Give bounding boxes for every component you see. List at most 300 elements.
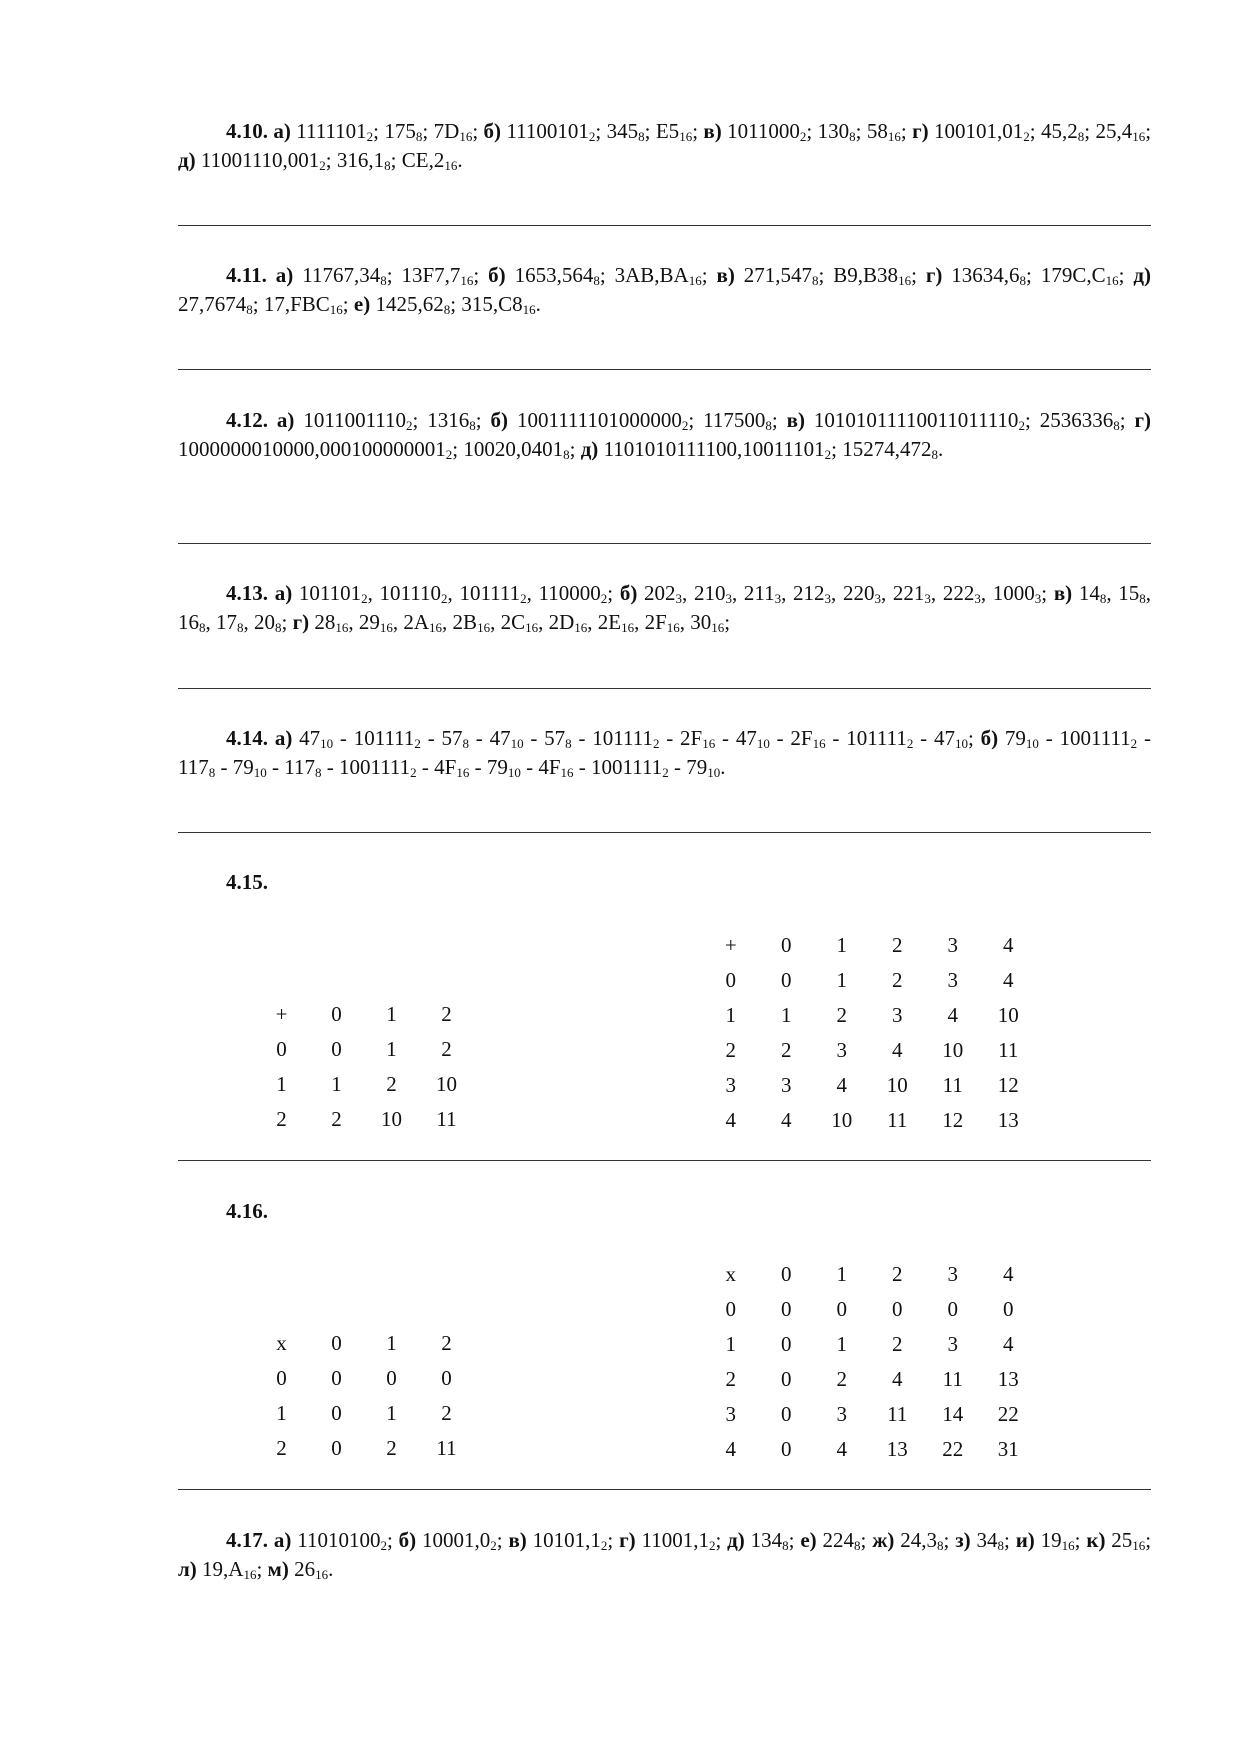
table-cell: 1 — [386, 1037, 397, 1061]
answer-text: 4.14. а) $47_{10} - 101111_2 - 57_8 - 47_{10} - 57_8 - 101111_2 - 2F_{16} - 47_{10} - 2F_{16} - 101111_2 - 47_{10}$; б) $79_{10} - 1001111_2 - 117_8 - 79_{10} - 117_8 - 1001111_2 - 4F_{16} - 79_{10} - 4F_{16} - 1001111_2 - 79_{10}$. — [178, 726, 1151, 780]
number-value: $19,A_{16}$ — [202, 1557, 257, 1582]
table-cell: 1 — [725, 1332, 736, 1356]
table-cell: 2 — [836, 1367, 847, 1391]
number-value: $11100101_2$ — [506, 119, 596, 144]
table-cell: 10 — [831, 1108, 853, 1132]
base-subscript: 8 — [782, 1538, 789, 1553]
table-cell: 0 — [781, 1332, 792, 1356]
part-label: б) — [619, 581, 638, 605]
base-subscript: 3 — [924, 591, 931, 606]
table-cell: 11 — [887, 1108, 908, 1132]
table-cell: 0 — [947, 1297, 958, 1321]
table-cell: 1 — [386, 1401, 397, 1425]
number-value: $101111_2$ — [592, 726, 660, 751]
base-subscript: 16 — [887, 129, 901, 144]
number-value: $79_{10}$ — [486, 755, 521, 780]
heading-4-15: 4.15. — [226, 870, 268, 894]
number-value: $202_3$ — [644, 581, 682, 606]
table-cell: 2 — [892, 933, 903, 957]
base-subscript: 2 — [600, 1538, 608, 1553]
number-value: $1111101_2$ — [296, 119, 374, 144]
table-cell: 2 — [836, 1003, 847, 1027]
table-cell: 0 — [276, 1037, 287, 1061]
base-subscript: 16 — [522, 302, 536, 317]
base-subscript: 3 — [824, 591, 832, 606]
part-label: в) — [716, 263, 735, 287]
table-row — [254, 1102, 474, 1137]
table-cell: 0 — [1003, 1297, 1014, 1321]
base-subscript: 3 — [675, 591, 682, 606]
number-value: $1011001110_2$ — [303, 408, 413, 433]
number-value: $47_{10}$ — [735, 726, 770, 751]
number-value: $19_{16}$ — [1040, 1528, 1075, 1553]
table-cell: 14 — [942, 1402, 964, 1426]
base-subscript: 2 — [708, 1538, 716, 1553]
table-cell: 4 — [1003, 968, 1014, 992]
base-subscript: 10 — [320, 736, 334, 751]
table-cell: 2 — [276, 1107, 287, 1131]
number-value: $13634,6_8$ — [951, 263, 1027, 288]
base-subscript: 2 — [445, 447, 453, 462]
base-subscript: 16 — [335, 620, 349, 635]
number-value: $101110_2$ — [379, 581, 448, 606]
divider — [178, 688, 1151, 689]
number-value: $315,C8_{16}$ — [461, 292, 536, 317]
base-subscript: 10 — [253, 765, 267, 780]
table-cell: 13 — [997, 1367, 1019, 1391]
table-cell: 0 — [331, 1002, 342, 1026]
table-cell: 22 — [997, 1402, 1019, 1426]
table-cell: + — [724, 933, 737, 957]
number-value: $27,7674_8$ — [178, 292, 253, 317]
number-value: $25,4_{16}$ — [1095, 119, 1146, 144]
base-subscript: 8 — [849, 129, 856, 144]
number-value: $20_8$ — [254, 610, 282, 635]
table-row — [254, 997, 474, 1032]
number-value: $271,547_8$ — [743, 263, 819, 288]
table-cell: 0 — [725, 968, 736, 992]
part-label: а) — [274, 581, 293, 605]
base-subscript: 16 — [1132, 129, 1146, 144]
base-subscript: 10 — [756, 736, 770, 751]
table-cell: 0 — [331, 1331, 342, 1355]
base-subscript: 8 — [812, 273, 819, 288]
table-cell: 0 — [441, 1366, 452, 1390]
number-value: $B9,B38_{16}$ — [833, 263, 912, 288]
answer-number: 4.14. — [226, 726, 268, 750]
base-subscript: 8 — [380, 273, 387, 288]
part-label: г) — [1134, 408, 1151, 432]
table-cell: 11 — [942, 1073, 963, 1097]
table-cell: 4 — [725, 1437, 736, 1461]
number-value: $1425,62_8$ — [375, 292, 451, 317]
part-label: а) — [275, 263, 294, 287]
table-cell: 2 — [892, 1262, 903, 1286]
base-subscript: 2 — [600, 591, 608, 606]
number-value: $24,3_8$ — [900, 1528, 944, 1553]
base-subscript: 2 — [662, 765, 669, 780]
base-subscript: 2 — [414, 736, 421, 751]
base-subscript: 8 — [997, 1538, 1005, 1553]
number-value: $58_{16}$ — [866, 119, 901, 144]
base-subscript: 16 — [1132, 1538, 1146, 1553]
base-subscript: 8 — [931, 447, 938, 462]
table-cell: 0 — [781, 1367, 792, 1391]
number-value: $16_8$ — [178, 610, 206, 635]
divider — [178, 1489, 1151, 1490]
table-cell: 11 — [887, 1402, 908, 1426]
table-cell: + — [275, 1002, 288, 1026]
table-cell: 13 — [997, 1108, 1019, 1132]
table-cell: 0 — [781, 1262, 792, 1286]
number-value: $210_3$ — [693, 581, 732, 606]
divider — [178, 369, 1151, 370]
table-cell: 3 — [836, 1038, 847, 1062]
table-row — [254, 1431, 474, 1466]
base-subscript: 2 — [1130, 736, 1138, 751]
table-cell: 10 — [942, 1038, 964, 1062]
number-value: $45,2_8$ — [1041, 119, 1085, 144]
part-label: и) — [1015, 1528, 1035, 1552]
table-cell: 0 — [276, 1366, 287, 1390]
answer-4-14 — [178, 724, 1151, 782]
base-subscript: 2 — [1018, 418, 1025, 433]
base-subscript: 8 — [443, 302, 451, 317]
table-cell: 2 — [386, 1436, 397, 1460]
base-subscript: 2 — [380, 1538, 387, 1553]
base-subscript: 8 — [563, 447, 570, 462]
number-value: $100101,01_2$ — [934, 119, 1030, 144]
base-subscript: 3 — [1034, 591, 1042, 606]
base-subscript: 8 — [1113, 418, 1120, 433]
number-value: $224_8$ — [822, 1528, 861, 1553]
base-subscript: 8 — [384, 158, 391, 173]
part-label: г) — [925, 263, 943, 287]
part-label: е) — [353, 292, 371, 316]
divider — [178, 1160, 1151, 1161]
table-cell: 10 — [886, 1073, 908, 1097]
number-value: $29_{16}$ — [358, 610, 393, 635]
number-value: $25_{16}$ — [1111, 1528, 1146, 1553]
table-cell: 11 — [998, 1038, 1019, 1062]
answer-number: 4.12. — [226, 408, 268, 432]
base-subscript: 16 — [898, 273, 912, 288]
table-cell: 0 — [892, 1297, 903, 1321]
part-label: б) — [488, 263, 506, 287]
base-subscript: 8 — [469, 418, 476, 433]
table-cell: 2 — [781, 1038, 792, 1062]
table-cell: 2 — [441, 1037, 452, 1061]
table-cell: 1 — [331, 1072, 342, 1096]
table-row — [703, 1292, 1036, 1327]
table-cell: 22 — [942, 1437, 964, 1461]
base-subscript: 16 — [456, 765, 470, 780]
base-subscript: 16 — [621, 620, 635, 635]
table-cell: x — [725, 1262, 736, 1286]
table-cell: 4 — [836, 1437, 847, 1461]
number-value: $11010100_2$ — [297, 1528, 387, 1553]
table-row — [703, 1397, 1036, 1432]
base-subscript: 8 — [565, 736, 572, 751]
table-cell: 4 — [892, 1038, 903, 1062]
base-subscript: 2 — [520, 591, 527, 606]
part-label: е) — [800, 1528, 817, 1552]
part-label: м) — [267, 1557, 289, 1581]
number-value: $1000_3$ — [992, 581, 1042, 606]
part-label: а) — [273, 119, 291, 143]
table-cell: 3 — [892, 1003, 903, 1027]
table-cell: 1 — [386, 1002, 397, 1026]
number-value: $3AB,BA_{16}$ — [614, 263, 702, 288]
number-value: $130_8$ — [817, 119, 856, 144]
table-cell: 3 — [947, 1262, 958, 1286]
number-value: $57_8$ — [441, 726, 469, 751]
number-value: $13F7,7_{16}$ — [401, 263, 474, 288]
base-subscript: 16 — [315, 1567, 329, 1582]
part-label: л) — [178, 1557, 197, 1581]
number-value: $4F_{16}$ — [538, 755, 574, 780]
number-value: $57_8$ — [544, 726, 572, 751]
number-value: $1653,564_8$ — [514, 263, 600, 288]
base-subscript: 3 — [725, 591, 732, 606]
base-subscript: 16 — [666, 620, 680, 635]
table-row — [254, 1396, 474, 1431]
table-cell: 1 — [836, 1332, 847, 1356]
base-subscript: 16 — [379, 620, 393, 635]
base-subscript: 8 — [237, 620, 244, 635]
number-value: $1316_8$ — [427, 408, 476, 433]
answer-text: 4.10. а) $1111101_2$; $175_8$; $7D_{16}$; б) $11100101_2$; $345_8$; $E5_{16}$; в) $1011000_2$; $130_8$; $58_{16}$; г) $100101,01_2$; $45,2_8$; $25,4_{16}$; д) $11001110,001_2$; $316,1_8$; $CE,2_{16}$. — [178, 119, 1152, 173]
number-value: $2F_{16}$ — [790, 726, 826, 751]
table-cell: 2 — [331, 1107, 342, 1131]
table-cell: 4 — [836, 1073, 847, 1097]
number-value: $34_8$ — [976, 1528, 1005, 1553]
answer-number: 4.10. — [226, 119, 268, 143]
base-subscript: 10 — [1025, 736, 1039, 751]
table-cell: 4 — [1003, 1262, 1014, 1286]
base-subscript: 2 — [319, 158, 326, 173]
base-subscript: 16 — [1105, 273, 1119, 288]
heading-4-16: 4.16. — [226, 1199, 268, 1223]
base-subscript: 2 — [652, 736, 660, 751]
answer-text: 4.17. а) $11010100_2$; б) $10001,0_2$; в) $10101,1_2$; г) $11001,1_2$; д) $134_8$; е) $224_8$; ж) $24,3_8$; з) $34_8$; и) $19_{16}$; к) $25_{16}$; л) $19,A_{16}$; м) $26_{16}$. — [178, 1528, 1152, 1582]
base-subscript: 16 — [444, 158, 458, 173]
table-cell: 4 — [781, 1108, 792, 1132]
base-subscript: 16 — [243, 1567, 257, 1582]
number-value: $221_3$ — [892, 581, 931, 606]
table-row — [703, 1362, 1036, 1397]
part-label: а) — [273, 1528, 292, 1552]
number-value: $15274,472_8$ — [842, 437, 938, 462]
table-row — [703, 928, 1036, 963]
base-subscript: 16 — [679, 129, 693, 144]
base-subscript: 8 — [593, 273, 600, 288]
table-cell: 13 — [886, 1437, 908, 1461]
number-value: $11767,34_8$ — [302, 263, 387, 288]
number-value: $47_{10}$ — [299, 726, 334, 751]
base-subscript: 10 — [507, 765, 521, 780]
part-label: б) — [490, 408, 509, 432]
divider — [178, 832, 1151, 833]
base-subscript: 8 — [415, 129, 423, 144]
answer-text: 4.11. а) $11767,34_8$; $13F7,7_{16}$; б) $1653,564_8$; $3AB,BA_{16}$; в) $271,547_8$; $B9,B38_{16}$; г) $13634,6_8$; $179C,C_{16}$; д) $27,7674_8$; $17,FBC_{16}$; е) $1425,62_8$; $315,C8_{16}$. — [178, 263, 1151, 317]
table-cell: 11 — [942, 1367, 963, 1391]
table-cell: x — [276, 1331, 287, 1355]
base-subscript: 16 — [560, 765, 574, 780]
table-cell: 0 — [331, 1401, 342, 1425]
answer-4-17 — [178, 1526, 1151, 1584]
answer-4-11 — [178, 261, 1151, 319]
base-subscript: 2 — [410, 765, 417, 780]
table-cell: 1 — [386, 1331, 397, 1355]
part-label: б) — [483, 119, 502, 143]
answer-number: 4.13. — [226, 581, 268, 605]
base-subscript: 16 — [711, 620, 725, 635]
number-value: $1101010111100,10011101_2$ — [603, 437, 832, 462]
table-cell: 10 — [997, 1003, 1019, 1027]
table-cell: 1 — [725, 1003, 736, 1027]
number-value: $2D_{16}$ — [548, 610, 588, 635]
number-value: $15_8$ — [1118, 581, 1146, 606]
table-cell: 0 — [386, 1366, 397, 1390]
base-subscript: 16 — [477, 620, 491, 635]
number-value: $CE,2_{16}$ — [401, 148, 458, 173]
table-cell: 1 — [836, 933, 847, 957]
number-value: $1001111_2$ — [591, 755, 669, 780]
base-subscript: 16 — [525, 620, 539, 635]
addition-table-base3 — [254, 997, 474, 1137]
base-subscript: 2 — [406, 418, 413, 433]
base-subscript: 16 — [688, 273, 702, 288]
number-value: $117500_8$ — [703, 408, 772, 433]
table-cell: 4 — [1003, 933, 1014, 957]
base-subscript: 8 — [1099, 591, 1107, 606]
base-subscript: 16 — [574, 620, 588, 635]
table-cell: 2 — [276, 1436, 287, 1460]
base-subscript: 3 — [874, 591, 881, 606]
table-cell: 2 — [725, 1367, 736, 1391]
table-cell: 2 — [441, 1401, 452, 1425]
table-cell: 4 — [947, 1003, 958, 1027]
number-value: $79_{10}$ — [232, 755, 267, 780]
part-label: г) — [912, 119, 929, 143]
part-label: д) — [178, 148, 196, 172]
table-cell: 11 — [436, 1436, 457, 1460]
table-row — [703, 1257, 1036, 1292]
number-value: $2536336_8$ — [1039, 408, 1120, 433]
answer-text: 4.13. а) $101101_2$, $101110_2$, $101111_2$, $110000_2$; б) $202_3$, $210_3$, $211_3$, $212_3$, $220_3$, $221_3$, $222_3$, $1000_3$; в) $14_8$, $15_8$, $16_8$, $17_8$, $20_8$; г) $28_{16}$, $29_{16}$, $2A_{16}$, $2B_{16}$, $2C_{16}$, $2D_{16}$, $2E_{16}$, $2F_{16}$, $30_{16}$; — [178, 581, 1152, 635]
base-subscript: 2 — [490, 1538, 497, 1553]
number-value: $17_8$ — [216, 610, 244, 635]
part-label: г) — [619, 1528, 636, 1552]
table-cell: 2 — [441, 1331, 452, 1355]
answer-4-10 — [178, 117, 1151, 175]
table-cell: 3 — [781, 1073, 792, 1097]
table-cell: 0 — [331, 1366, 342, 1390]
table-cell: 3 — [947, 933, 958, 957]
base-subscript: 8 — [208, 765, 216, 780]
table-cell: 2 — [441, 1002, 452, 1026]
base-subscript: 8 — [765, 418, 772, 433]
base-subscript: 10 — [954, 736, 968, 751]
number-value: $10101,1_2$ — [532, 1528, 608, 1553]
number-value: $101111_2$ — [459, 581, 527, 606]
base-subscript: 2 — [824, 447, 832, 462]
table-cell: 12 — [997, 1073, 1019, 1097]
number-value: $1001111_2$ — [338, 755, 417, 780]
table-cell: 12 — [942, 1108, 964, 1132]
number-value: $30_{16}$ — [690, 610, 725, 635]
base-subscript: 8 — [275, 620, 282, 635]
number-value: $1001111101000000_2$ — [516, 408, 689, 433]
number-value: $1000000010000,000100000001_2$ — [178, 437, 453, 462]
part-label: з) — [955, 1528, 971, 1552]
part-label: а) — [274, 726, 293, 750]
table-cell: 1 — [276, 1072, 287, 1096]
base-subscript: 3 — [774, 591, 782, 606]
table-cell: 3 — [836, 1402, 847, 1426]
number-value: $28_{16}$ — [314, 610, 349, 635]
base-subscript: 2 — [1023, 129, 1030, 144]
base-subscript: 16 — [812, 736, 826, 751]
table-cell: 0 — [781, 968, 792, 992]
table-row — [703, 1432, 1036, 1467]
table-row — [254, 1361, 474, 1396]
base-subscript: 8 — [199, 620, 206, 635]
table-cell: 0 — [781, 1402, 792, 1426]
base-subscript: 10 — [707, 765, 721, 780]
table-cell: 3 — [725, 1073, 736, 1097]
part-label: б) — [398, 1528, 417, 1552]
base-subscript: 16 — [459, 129, 473, 144]
base-subscript: 8 — [1139, 591, 1146, 606]
base-subscript: 16 — [429, 620, 443, 635]
table-cell: 11 — [436, 1107, 457, 1131]
base-subscript: 8 — [937, 1538, 944, 1553]
number-value: $17,FBC_{16}$ — [263, 292, 343, 317]
table-cell: 2 — [386, 1072, 397, 1096]
answer-text: 4.12. а) $1011001110_2$; $1316_8$; б) $1001111101000000_2$; $117500_8$; в) $10101011110011011110_2$; $2536336_8$; г) $1000000010000,000100000001_2$; $10020,0401_8$; д) $1101010111100,10011101_2$; $15274,472_8$. — [178, 408, 1151, 462]
number-value: $26_{16}$ — [294, 1557, 329, 1582]
base-subscript: 2 — [441, 591, 448, 606]
base-subscript: 16 — [460, 273, 474, 288]
table-cell: 0 — [836, 1297, 847, 1321]
table-row — [703, 1033, 1036, 1068]
table-cell: 1 — [276, 1401, 287, 1425]
part-label: д) — [580, 437, 599, 461]
number-value: $10020,0401_8$ — [463, 437, 570, 462]
number-value: $2F_{16}$ — [644, 610, 680, 635]
table-cell: 3 — [725, 1402, 736, 1426]
multiplication-table-base5 — [703, 1257, 1036, 1467]
number-value: $4F_{16}$ — [434, 755, 470, 780]
table-cell: 2 — [725, 1038, 736, 1062]
answer-4-13 — [178, 579, 1151, 637]
base-subscript: 8 — [638, 129, 645, 144]
base-subscript: 8 — [246, 302, 253, 317]
part-label: ж) — [872, 1528, 895, 1552]
part-label: д) — [1133, 263, 1151, 287]
base-subscript: 10 — [510, 736, 524, 751]
table-cell: 10 — [381, 1107, 402, 1131]
number-value: $220_3$ — [842, 581, 881, 606]
number-value: $117_8$ — [178, 755, 216, 780]
base-subscript: 2 — [906, 736, 914, 751]
part-label: в) — [786, 408, 805, 432]
base-subscript: 8 — [1019, 273, 1027, 288]
number-value: $7D_{16}$ — [433, 119, 473, 144]
table-cell: 1 — [836, 1262, 847, 1286]
